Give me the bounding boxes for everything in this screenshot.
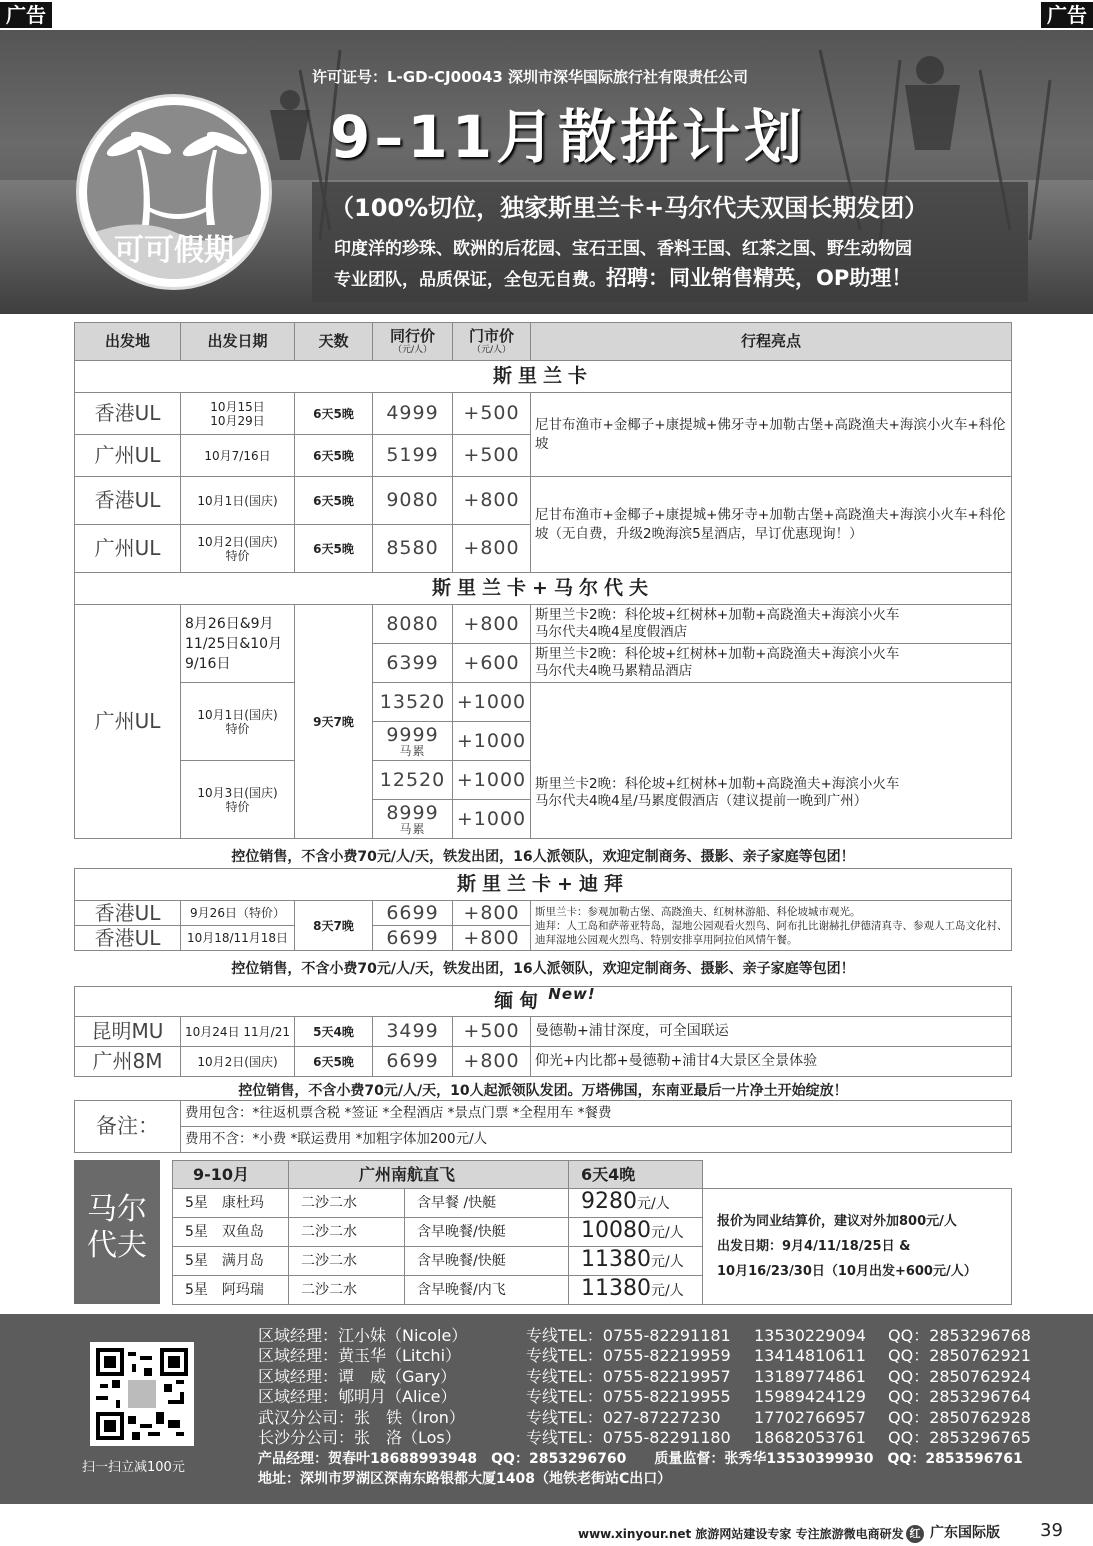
- table-row: 5星 康杜玛 二沙二水 含早餐 /快艇 9280元/人 报价为同业结算价，建议对外加800元/人 出发日期：9月4/11/18/25日 & 10月16/23/30日（10月出发+600元/人）: [173, 1189, 1012, 1218]
- table-row: 广州8M 10月2日(国庆) 6天5晚 6699 +800 仰光+内比都+曼德勒+浦甘4大景区全景体验: [75, 1047, 1012, 1077]
- dubai-table: [74, 868, 1012, 951]
- table-row: 广州UL 8月26日&9月11/25日&10月9/16日 9天7晚 8080 +800 斯里兰卡2晚：科伦坡+红树林+加勒+高跷渔夫+海滨小火车 马尔代夫4晚4星度假酒店: [75, 605, 1012, 644]
- qr-caption: 扫一扫立减100元: [82, 1460, 185, 1475]
- remarks-label: 备注：: [75, 1101, 181, 1153]
- col-highlights: 行程亮点: [531, 323, 1012, 361]
- myanmar-table: [74, 986, 1012, 1077]
- brand-logo: [76, 94, 272, 290]
- license-line: 许可证号：L-GD-CJ00043 深圳市深华国际旅行社有限责任公司: [312, 68, 749, 86]
- highlight-text: 尼甘布渔市+金椰子+康提城+佛牙寺+加勒古堡+高跷渔夫+海滨小火车+科伦坡: [531, 393, 1012, 477]
- note-line: 控位销售，不含小费70元/人/天，铁发出团，16人派领队，欢迎定制商务、摄影、亲子家庭等包团！: [231, 849, 855, 865]
- page-title: 9–11月散拼计划: [330, 103, 807, 171]
- col-origin: 出发地: [75, 323, 181, 361]
- qr-code-icon: [96, 1348, 188, 1440]
- ad-label-left: 广告: [0, 2, 52, 28]
- table-row: 6399 +600 斯里兰卡2晚：科伦坡+红树林+加勒+高跷渔夫+海滨小火车 马尔代夫4晚马累精品酒店: [75, 644, 1012, 683]
- page-number: 39: [1040, 1520, 1063, 1541]
- tour-table: [74, 322, 1012, 839]
- page-footer: [0, 1520, 1093, 1546]
- table-row: 广州UL 10月7/16日 6天5晚 5199 +500: [75, 435, 1012, 477]
- address-line: 地址：深圳市罗湖区深南东路银都大厦1408（地铁老街站C出口）: [258, 1471, 672, 1487]
- brand-name: 可可假期: [114, 233, 234, 268]
- section-srilanka: 斯里兰卡: [75, 361, 1012, 393]
- section-srilanka-maldives: 斯里兰卡+马尔代夫: [75, 573, 1012, 605]
- footer-site: www.xinyour.net 旅游网站建设专家 专注旅游微电商研发: [578, 1527, 904, 1541]
- remarks-table: [74, 1100, 1012, 1153]
- new-badge: New!: [548, 984, 596, 1003]
- fee-exclude: 费用不含：*小费 *联运费用 *加粗字体加200元/人: [181, 1127, 1012, 1153]
- tagline: 印度洋的珍珠、欧洲的后花园、宝石王国、香料王国、红茶之国、野生动物园: [334, 239, 912, 259]
- table-row: 5星 阿玛瑞 二沙二水 含早晚餐/内飞 11380元/人: [173, 1276, 1012, 1305]
- table-row: 昆明MU 10月24日 11月/21 5天4晚 3499 +500 曼德勒+浦甘深度，可全国联运: [75, 1017, 1012, 1047]
- note-line: 控位销售，不含小费70元/人/天，10人起派领队发团。万塔佛国，东南亚最后一片净土开始绽放！: [238, 1083, 848, 1099]
- col-date: 出发日期: [181, 323, 295, 361]
- maldives-table: [172, 1160, 1012, 1305]
- section-myanmar: 缅甸 $^{New!}$: [75, 987, 1012, 1017]
- note-line: 控位销售，不含小费70元/人/天，铁发出团，16人派领队，欢迎定制商务、摄影、亲子家庭等包团！: [231, 961, 855, 977]
- maldives-label: 马尔代夫: [74, 1160, 160, 1304]
- brand-seal-icon: 红: [906, 1525, 924, 1543]
- table-row: 香港UL 10月18/11月18日 6699 +800: [75, 926, 1012, 951]
- table-row: 9999 马累 +1000: [75, 722, 1012, 761]
- ad-label-right: 广告: [1041, 2, 1093, 28]
- col-trade-price: 同行价 （元/人）: [373, 323, 453, 361]
- table-row: 8999 马累 +1000: [75, 800, 1012, 839]
- col-retail-price: 门市价 （元/人）: [453, 323, 531, 361]
- section-srilanka-dubai: 斯里兰卡+迪拜: [75, 869, 1012, 901]
- col-days: 天数: [295, 323, 373, 361]
- footer-brand: 红 广东国际版: [906, 1522, 1000, 1543]
- table-row: 5星 满月岛 二沙二水 含早晚餐/快艇 11380元/人: [173, 1247, 1012, 1276]
- highlight-text: 尼甘布渔市+金椰子+康提城+佛牙寺+加勒古堡+高跷渔夫+海滨小火车+科伦坡（无自费，升级2晚海滨5星酒店，早订优惠现询！）: [531, 477, 1012, 573]
- table-row: 香港UL 9月26日（特价） 8天7晚 6699 +800 斯里兰卡：参观加勒古堡、高跷渔夫、红树林游船、科伦坡城市观光。 迪拜：人工岛和萨蒂亚特岛，湿地公园观看火烈鸟、阿布扎比谢赫扎伊德清真寺、参观人工岛文化村、迪拜湿地公园观火烈鸟、特别安排享用阿拉伯风情午餐。: [75, 901, 1012, 926]
- product-manager-line: 产品经理：贺春叶18688993948 QQ：2853296760 质量监督：张秀华13530399930 QQ：2853596761: [258, 1451, 1023, 1467]
- recruit-line: 专业团队，品质保证，全包无自费。招聘：同业销售精英，OP助理！: [334, 266, 913, 290]
- table-row: 香港UL 10月15日 10月29日 6天5晚 4999 +500 尼甘布渔市+金椰子+康提城+佛牙寺+加勒古堡+高跷渔夫+海滨小火车+科伦坡: [75, 393, 1012, 435]
- table-row: 10月3日(国庆) 特价 12520 +1000: [75, 761, 1012, 800]
- maldives-period: 9-10月: [173, 1161, 289, 1189]
- table-row: 香港UL 10月1日(国庆) 6天5晚 9080 +800 尼甘布渔市+金椰子+康提城+佛牙寺+加勒古堡+高跷渔夫+海滨小火车+科伦坡（无自费，升级2晚海滨5星酒店，早订优惠现询！）: [75, 477, 1012, 525]
- table-row: 5星 双鱼岛 二沙二水 含早晚餐/快艇 10080元/人: [173, 1218, 1012, 1247]
- hero-banner: [0, 30, 1093, 314]
- subtitle: （100%切位，独家斯里兰卡+马尔代夫双国长期发团）: [330, 194, 929, 222]
- fee-include: 费用包含：*往返机票含税 *签证 *全程酒店 *景点门票 *全程用车 *餐费: [181, 1101, 1012, 1127]
- maldives-flight: 广州南航直飞: [289, 1161, 569, 1189]
- table-row: 广州UL 10月2日(国庆) 特价 6天5晚 8580 +800: [75, 525, 1012, 573]
- maldives-duration: 6天4晚: [569, 1161, 703, 1189]
- table-row: 10月1日(国庆) 特价 13520 +1000 斯里兰卡2晚：科伦坡+红树林+加勒+高跷渔夫+海滨小火车 马尔代夫4晚4星/马累度假酒店（建议提前一晚到广州）: [75, 683, 1012, 722]
- maldives-info: 报价为同业结算价，建议对外加800元/人 出发日期：9月4/11/18/25日 & 10月16/23/30日（10月出发+600元/人）: [703, 1189, 1012, 1305]
- qr-code[interactable]: [90, 1342, 194, 1446]
